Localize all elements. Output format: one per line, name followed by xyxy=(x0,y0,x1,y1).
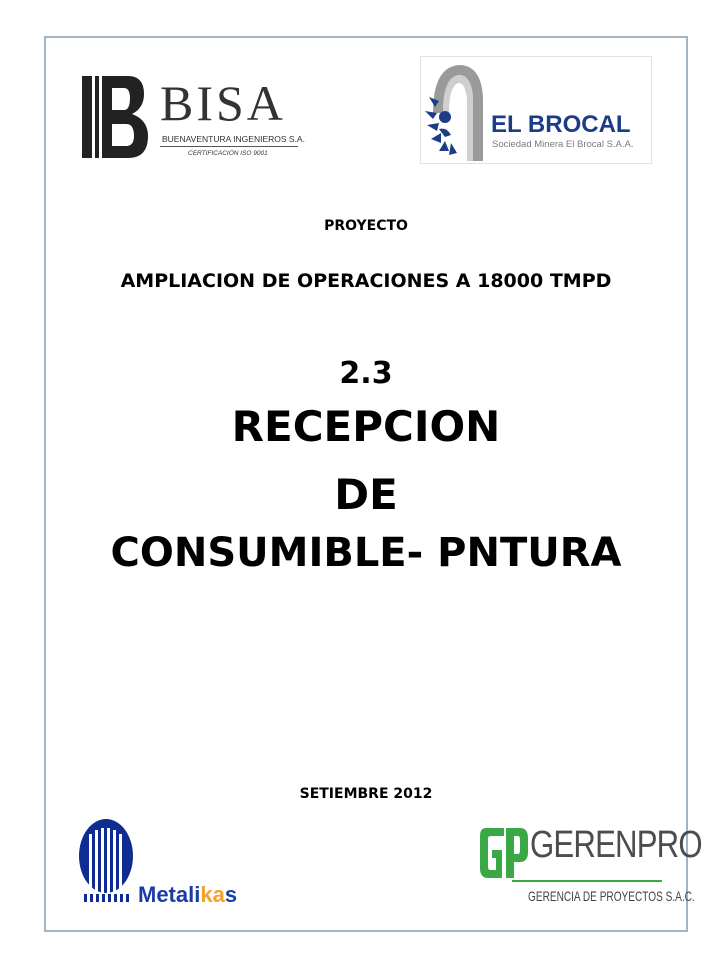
metalikas-logo xyxy=(78,818,274,914)
bisa-subtitle: BUENAVENTURA INGENIEROS S.A. xyxy=(162,134,305,144)
gerenpro-subtitle: GERENCIA DE PROYECTOS S.A.C. xyxy=(528,888,695,904)
section-number: 2.3 xyxy=(339,356,393,391)
bisa-logo xyxy=(82,74,305,166)
bisa-wordmark: BISA xyxy=(160,75,286,131)
el-brocal-wordmark: EL BROCAL xyxy=(491,111,631,138)
bisa-emblem-icon xyxy=(82,74,152,166)
el-brocal-emblem-icon xyxy=(421,57,491,163)
project-name: AMPLIACION DE OPERACIONES A 18000 TMPD xyxy=(120,270,612,292)
project-label: PROYECTO xyxy=(324,218,408,234)
bisa-certification: CERTIFICACIÓN ISO 9001 xyxy=(188,150,268,157)
bisa-divider xyxy=(160,146,298,147)
gerenpro-emblem-icon xyxy=(478,822,530,882)
document-title-line-3: CONSUMIBLE- PNTURA xyxy=(110,530,622,576)
gerenpro-wordmark: GERENPRO xyxy=(530,824,702,866)
el-brocal-logo xyxy=(420,56,652,164)
el-brocal-subtitle: Sociedad Minera El Brocal S.A.A. xyxy=(492,139,634,150)
gerenpro-logo xyxy=(478,818,702,914)
document-title-line-2: DE xyxy=(334,470,398,519)
metalikas-wordmark: Metalikas xyxy=(138,882,238,907)
gerenpro-divider xyxy=(512,880,662,882)
document-date: SETIEMBRE 2012 xyxy=(299,786,433,802)
metalikas-emblem-icon xyxy=(78,818,136,904)
document-title-line-1: RECEPCION xyxy=(231,402,501,451)
